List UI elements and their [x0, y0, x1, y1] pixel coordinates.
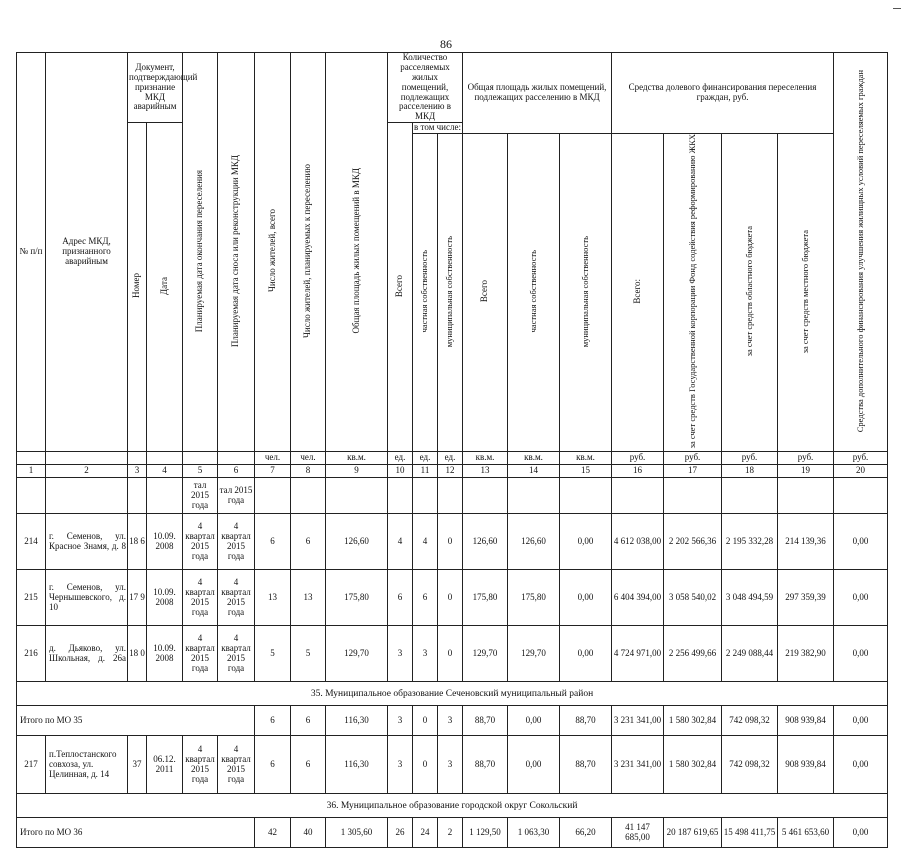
- unit-cell: [183, 452, 218, 465]
- unit-cell: руб.: [834, 452, 888, 465]
- unit-cell: руб.: [722, 452, 778, 465]
- header-document: Документ, подтверждающий признание МКД аварийным: [128, 53, 183, 123]
- header-extra: Средства дополнительного финансирования улучшения жилищных условий переселяемых граждан: [834, 53, 888, 452]
- carry-over-row: [17, 478, 888, 514]
- header-f-fund: за счет средств Государственной корпорации Фонд содействия реформированию ЖКХ: [664, 134, 722, 452]
- header-doc-date: Дата: [147, 123, 183, 452]
- row-end-date: 4 квартал 2015 года: [183, 570, 218, 626]
- col-number: 10: [388, 465, 413, 478]
- row-to-move: 13: [291, 570, 326, 626]
- total-area: 116,30: [326, 706, 388, 736]
- total-q-priv: 24: [413, 818, 438, 848]
- row-f-fund: 2 256 499,66: [664, 626, 722, 682]
- row-demo-date: 4 квартал 2015 года: [218, 626, 255, 682]
- row-doc-date: 10.09. 2008: [147, 570, 183, 626]
- row-to-move: 5: [291, 626, 326, 682]
- resettlement-table: [16, 52, 888, 848]
- table-row: [17, 514, 888, 570]
- total-f-fund: 1 580 302,84: [664, 706, 722, 736]
- row-num: 214: [17, 514, 46, 570]
- row-doc-num: 37: [128, 736, 147, 794]
- row-doc-date: 06.12. 2011: [147, 736, 183, 794]
- row-end-date: 4 квартал 2015 года: [183, 626, 218, 682]
- section-title: 35. Муниципальное образование Сеченовский муниципальный район: [17, 682, 888, 706]
- row-residents: 6: [255, 736, 291, 794]
- header-q-total: Всего: [388, 123, 413, 452]
- col-number: 15: [560, 465, 612, 478]
- total-row: [17, 706, 888, 736]
- unit-cell: ед.: [438, 452, 463, 465]
- row-a-mun: 0,00: [560, 514, 612, 570]
- row-doc-num: 17 9: [128, 570, 147, 626]
- header-area: Общая площадь жилых помещений в МКД: [326, 53, 388, 452]
- row-a-total: 129,70: [463, 626, 508, 682]
- row-num: 217: [17, 736, 46, 794]
- row-f-fund: 1 580 302,84: [664, 736, 722, 794]
- unit-cell: [17, 452, 46, 465]
- total-residents: 6: [255, 706, 291, 736]
- total-a-total: 1 129,50: [463, 818, 508, 848]
- total-f-total: 3 231 341,00: [612, 706, 664, 736]
- total-f-region: 742 098,32: [722, 706, 778, 736]
- row-a-total: 88,70: [463, 736, 508, 794]
- total-to-move: 40: [291, 818, 326, 848]
- header-residents: Число жителей, всего: [255, 53, 291, 452]
- header-q-mun: муниципальная собственность: [438, 134, 463, 452]
- header-end-date: Планируемая дата окончания переселения: [183, 53, 218, 452]
- unit-cell: руб.: [664, 452, 722, 465]
- header-f-total: Всего:: [612, 134, 664, 452]
- col-number: 11: [413, 465, 438, 478]
- header-doc-num: Номер: [128, 123, 147, 452]
- col-number: 18: [722, 465, 778, 478]
- row-residents: 5: [255, 626, 291, 682]
- row-f-fund: 2 202 566,36: [664, 514, 722, 570]
- unit-cell: руб.: [778, 452, 834, 465]
- header-num: № п/п: [17, 53, 46, 452]
- col-number: 14: [508, 465, 560, 478]
- row-demo-date: 4 квартал 2015 года: [218, 570, 255, 626]
- header-area-group: Общая площадь жилых помещений, подлежащих расселению в МКД: [463, 53, 612, 134]
- column-numbers-row: [17, 465, 888, 478]
- row-f-extra: 0,00: [834, 626, 888, 682]
- row-f-region: 2 195 332,28: [722, 514, 778, 570]
- row-f-local: 219 382,90: [778, 626, 834, 682]
- unit-cell: [128, 452, 147, 465]
- col-number: 20: [834, 465, 888, 478]
- header-qty-group: Количество расселяемых жилых помещений, подлежащих расселению в МКД: [388, 53, 463, 123]
- total-a-mun: 88,70: [560, 706, 612, 736]
- row-end-date: 4 квартал 2015 года: [183, 736, 218, 794]
- col-number: 17: [664, 465, 722, 478]
- unit-cell: чел.: [255, 452, 291, 465]
- header-address: Адрес МКД, признанного аварийным: [46, 53, 128, 452]
- total-row: [17, 818, 888, 848]
- row-f-local: 908 939,84: [778, 736, 834, 794]
- row-q-mun: 0: [438, 570, 463, 626]
- col-number: 1: [17, 465, 46, 478]
- total-residents: 42: [255, 818, 291, 848]
- row-q-mun: 0: [438, 626, 463, 682]
- row-a-priv: 129,70: [508, 626, 560, 682]
- row-doc-num: 18 0: [128, 626, 147, 682]
- row-q-priv: 4: [413, 514, 438, 570]
- unit-cell: [46, 452, 128, 465]
- row-area: 126,60: [326, 514, 388, 570]
- row-residents: 6: [255, 514, 291, 570]
- row-f-region: 2 249 088,44: [722, 626, 778, 682]
- unit-cell: кв.м.: [508, 452, 560, 465]
- row-a-priv: 175,80: [508, 570, 560, 626]
- total-q-mun: 2: [438, 818, 463, 848]
- row-demo-date: 4 квартал 2015 года: [218, 514, 255, 570]
- unit-cell: ед.: [388, 452, 413, 465]
- row-doc-date: 10.09. 2008: [147, 514, 183, 570]
- row-a-total: 175,80: [463, 570, 508, 626]
- row-q-priv: 0: [413, 736, 438, 794]
- row-a-mun: 0,00: [560, 570, 612, 626]
- header-a-mun: муниципальная собственность: [560, 134, 612, 452]
- carry-end-date: тал 2015 года: [183, 478, 218, 514]
- header-a-priv: частная собственность: [508, 134, 560, 452]
- total-area: 1 305,60: [326, 818, 388, 848]
- unit-cell: кв.м.: [326, 452, 388, 465]
- units-row: [17, 452, 888, 465]
- unit-cell: кв.м.: [463, 452, 508, 465]
- unit-cell: ед.: [413, 452, 438, 465]
- unit-cell: руб.: [612, 452, 664, 465]
- unit-cell: кв.м.: [560, 452, 612, 465]
- total-a-priv: 1 063,30: [508, 818, 560, 848]
- table-row: [17, 736, 888, 794]
- col-number: 19: [778, 465, 834, 478]
- row-address: г. Семенов, ул. Красное Знамя, д. 8: [46, 514, 128, 570]
- header-q-priv: частная собственность: [413, 134, 438, 452]
- row-a-total: 126,60: [463, 514, 508, 570]
- table-row: [17, 570, 888, 626]
- header-a-total: Всего: [463, 134, 508, 452]
- row-num: 215: [17, 570, 46, 626]
- carry-demo-date: тал 2015 года: [218, 478, 255, 514]
- table-row: [17, 626, 888, 682]
- row-area: 175,80: [326, 570, 388, 626]
- total-f-total: 41 147 685,00: [612, 818, 664, 848]
- total-label: Итого по МО 35: [17, 706, 255, 736]
- total-f-local: 908 939,84: [778, 706, 834, 736]
- col-number: 5: [183, 465, 218, 478]
- col-number: 13: [463, 465, 508, 478]
- header-f-local: за счет средств местного бюджета: [778, 134, 834, 452]
- row-demo-date: 4 квартал 2015 года: [218, 736, 255, 794]
- col-number: 4: [147, 465, 183, 478]
- row-f-total: 3 231 341,00: [612, 736, 664, 794]
- row-f-extra: 0,00: [834, 736, 888, 794]
- row-f-extra: 0,00: [834, 570, 888, 626]
- col-number: 7: [255, 465, 291, 478]
- page-number: 86: [440, 37, 452, 51]
- col-number: 12: [438, 465, 463, 478]
- row-residents: 13: [255, 570, 291, 626]
- row-area: 129,70: [326, 626, 388, 682]
- total-q-total: 3: [388, 706, 413, 736]
- unit-cell: [147, 452, 183, 465]
- row-f-local: 214 139,36: [778, 514, 834, 570]
- total-a-total: 88,70: [463, 706, 508, 736]
- row-f-extra: 0,00: [834, 514, 888, 570]
- total-label: Итого по МО 36: [17, 818, 255, 848]
- row-q-total: 4: [388, 514, 413, 570]
- row-q-total: 3: [388, 626, 413, 682]
- row-f-total: 6 404 394,00: [612, 570, 664, 626]
- row-address: д. Дьяково, ул. Школьная, д. 26а: [46, 626, 128, 682]
- row-end-date: 4 квартал 2015 года: [183, 514, 218, 570]
- col-number: 9: [326, 465, 388, 478]
- row-f-region: 3 048 494,59: [722, 570, 778, 626]
- col-number: 2: [46, 465, 128, 478]
- col-number: 6: [218, 465, 255, 478]
- col-number: 8: [291, 465, 326, 478]
- section-title: 36. Муниципальное образование городской округ Сокольский: [17, 794, 888, 818]
- total-to-move: 6: [291, 706, 326, 736]
- row-f-total: 4 724 971,00: [612, 626, 664, 682]
- header-q-incl: в том числе:: [414, 122, 461, 133]
- section-row: [17, 794, 888, 818]
- row-a-priv: 126,60: [508, 514, 560, 570]
- col-number: 3: [128, 465, 147, 478]
- row-doc-date: 10.09. 2008: [147, 626, 183, 682]
- section-row: [17, 682, 888, 706]
- total-q-priv: 0: [413, 706, 438, 736]
- header-demo-date: Планируемая дата сноса или реконструкции МКД: [218, 53, 255, 452]
- total-f-extra: 0,00: [834, 706, 888, 736]
- header-to-move: Число жителей, планируемых к переселению: [291, 53, 326, 452]
- total-f-extra: 0,00: [834, 818, 888, 848]
- row-area: 116,30: [326, 736, 388, 794]
- unit-cell: [218, 452, 255, 465]
- total-a-priv: 0,00: [508, 706, 560, 736]
- row-q-total: 3: [388, 736, 413, 794]
- row-f-local: 297 359,39: [778, 570, 834, 626]
- row-to-move: 6: [291, 736, 326, 794]
- header-fund-group: Средства долевого финансирования переселения граждан, руб.: [612, 53, 834, 134]
- total-q-mun: 3: [438, 706, 463, 736]
- total-q-total: 26: [388, 818, 413, 848]
- col-number: 16: [612, 465, 664, 478]
- row-num: 216: [17, 626, 46, 682]
- row-doc-num: 18 6: [128, 514, 147, 570]
- row-f-region: 742 098,32: [722, 736, 778, 794]
- row-a-mun: 0,00: [560, 626, 612, 682]
- header-f-region: за счет средств областного бюджета: [722, 134, 778, 452]
- row-a-priv: 0,00: [508, 736, 560, 794]
- row-q-total: 6: [388, 570, 413, 626]
- corner-mark: [893, 8, 901, 9]
- row-f-fund: 3 058 540,02: [664, 570, 722, 626]
- row-address: г. Семенов, ул. Чернышевского, д. 10: [46, 570, 128, 626]
- total-a-mun: 66,20: [560, 818, 612, 848]
- row-to-move: 6: [291, 514, 326, 570]
- total-f-fund: 20 187 619,65: [664, 818, 722, 848]
- row-q-priv: 3: [413, 626, 438, 682]
- unit-cell: чел.: [291, 452, 326, 465]
- row-q-priv: 6: [413, 570, 438, 626]
- total-f-local: 5 461 653,60: [778, 818, 834, 848]
- row-address: п.Теплостанского совхоза, ул. Целинная, д. 14: [46, 736, 128, 794]
- row-q-mun: 3: [438, 736, 463, 794]
- total-f-region: 15 498 411,75: [722, 818, 778, 848]
- row-a-mun: 88,70: [560, 736, 612, 794]
- row-q-mun: 0: [438, 514, 463, 570]
- row-f-total: 4 612 038,00: [612, 514, 664, 570]
